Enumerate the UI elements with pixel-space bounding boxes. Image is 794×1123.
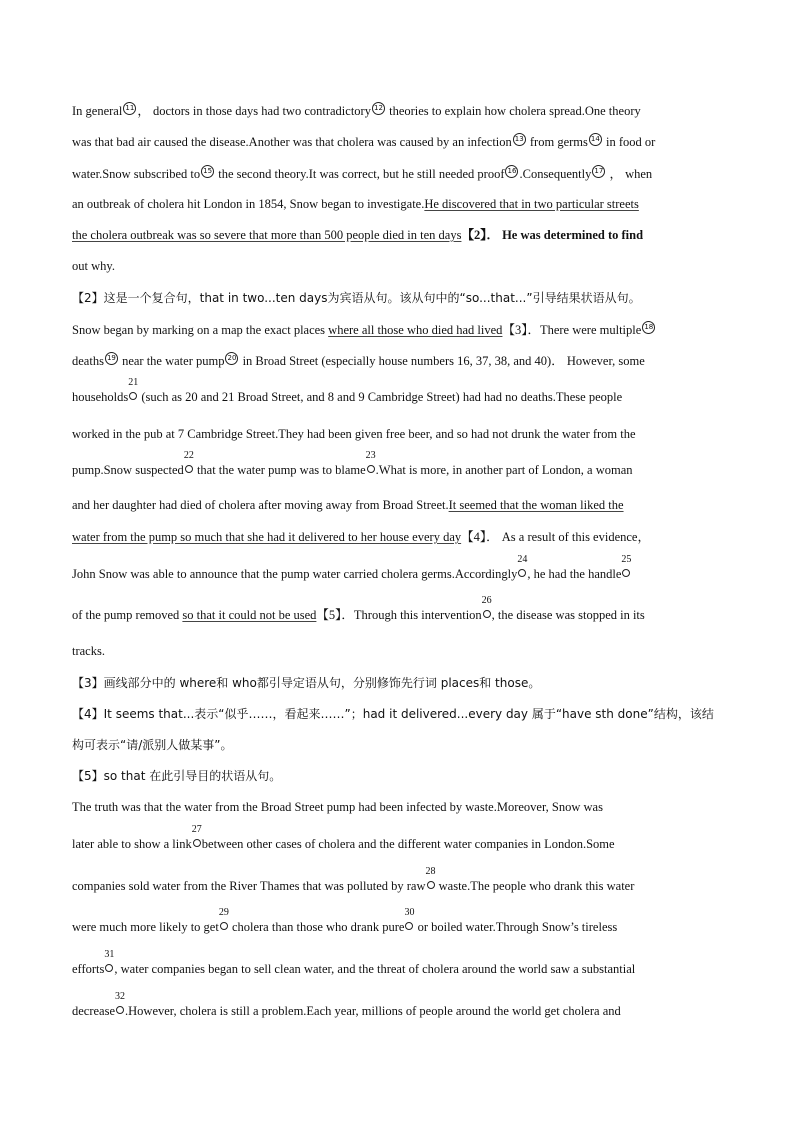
blank-number: 22	[183, 450, 194, 461]
text: of the pump removed	[72, 608, 183, 622]
p3-line-6	[72, 991, 722, 1019]
blank-circle	[105, 964, 113, 972]
underlined-sentence: the cholera outbreak was so severe that more than 500 people died in ten days	[72, 228, 462, 242]
blank-marker	[425, 866, 436, 894]
p2-line-7	[72, 529, 722, 545]
blank-circle	[518, 569, 526, 577]
text: 构可表示“请/派别人做某事”。	[72, 738, 233, 752]
blank-number: 25	[621, 554, 632, 565]
circled-number-marker: 12	[372, 102, 385, 115]
text: later able to show a link	[72, 837, 192, 851]
blank-marker	[128, 377, 139, 405]
text: was that bad air caused the disease.Another was that cholera was caused by an infection	[72, 135, 512, 149]
blank-marker	[115, 991, 126, 1019]
blank-circle	[185, 465, 193, 473]
p2-line-3	[72, 377, 722, 405]
blank-number: 24	[517, 554, 528, 565]
text: .However, cholera is still a problem.Each year, millions of people around the world get cholera and	[125, 1004, 621, 1018]
text: (such as 20 and 21 Broad Street, and 8 and 9 Cambridge Street) had had no deaths.These people	[138, 390, 623, 404]
text: in Broad Street (especially house numbers 16, 37, 38, and 40)． However, some	[239, 354, 645, 368]
blank-marker	[104, 949, 115, 977]
text: John Snow was able to announce that the pump water carried cholera germs.Accordingly	[72, 567, 518, 581]
blank-marker	[517, 554, 528, 582]
blank-marker	[481, 595, 492, 623]
underlined-sentence: where all those who died had lived	[328, 323, 503, 337]
blank-circle	[129, 392, 137, 400]
blank-circle	[427, 881, 435, 889]
text: tracks.	[72, 644, 105, 658]
circled-number-marker: 15	[201, 165, 214, 178]
text: between other cases of cholera and the different water companies in London.Some	[201, 837, 615, 851]
text: In general	[72, 104, 123, 118]
note-3	[72, 675, 722, 691]
text: 【3】．There were multiple	[502, 323, 642, 337]
text: pump.Snow suspected	[72, 463, 184, 477]
text: 【5】．Through this intervention	[316, 608, 482, 622]
text: 【4】． As a result of this evidence，	[461, 530, 650, 544]
text: out why.	[72, 259, 115, 273]
note-5	[72, 768, 722, 784]
text: households	[72, 390, 129, 404]
p2-line-2	[72, 352, 722, 369]
blank-number: 28	[425, 866, 436, 877]
p3-line-5	[72, 949, 722, 977]
circled-number-marker: 11	[123, 102, 136, 115]
underlined-sentence: water from the pump so much that she had it delivered to her house every day	[72, 530, 462, 544]
text: waste.The people who drank this water	[435, 879, 635, 893]
text: near the water pump	[118, 354, 225, 368]
blank-marker	[621, 554, 632, 582]
text: theories to explain how cholera spread.One theory	[385, 104, 641, 118]
blank-marker	[365, 450, 376, 478]
text: that the water pump was to blame	[193, 463, 366, 477]
text: were much more likely to get	[72, 920, 219, 934]
blank-circle	[220, 922, 228, 930]
text: or boiled water.Through Snow’s tireless	[414, 920, 618, 934]
blank-circle	[116, 1006, 124, 1014]
blank-circle	[193, 839, 201, 847]
note-4-line-2	[72, 737, 722, 753]
blank-circle	[622, 569, 630, 577]
note-2	[72, 290, 722, 306]
blank-number: 29	[218, 907, 229, 918]
circled-number-marker: 20	[225, 352, 238, 365]
circled-number-marker: 19	[105, 352, 118, 365]
text: efforts	[72, 962, 105, 976]
text: in food or	[602, 135, 656, 149]
text: worked in the pub at 7 Cambridge Street.They had been given free beer, and so had not drunk the water from the	[72, 427, 636, 441]
blank-number: 30	[404, 907, 415, 918]
text: ， when	[606, 167, 653, 181]
p2-line-5	[72, 450, 722, 478]
p1-line-1	[72, 102, 722, 119]
blank-circle	[367, 465, 375, 473]
blank-marker	[183, 450, 194, 478]
blank-marker	[191, 824, 202, 852]
p2-line-6	[72, 497, 722, 513]
p3-line-1	[72, 799, 722, 815]
text: , water companies began to sell clean water, and the threat of cholera around the world saw a substantial	[114, 962, 636, 976]
text: , he had the handle	[527, 567, 622, 581]
p2-line-4	[72, 426, 722, 442]
blank-number: 31	[104, 949, 115, 960]
circled-number-marker: 16	[505, 165, 518, 178]
text: deaths	[72, 354, 104, 368]
blank-number: 27	[191, 824, 202, 835]
note-4-line-1	[72, 706, 722, 722]
underlined-sentence: so that it could not be used	[182, 608, 317, 622]
circled-number-marker: 13	[513, 133, 526, 146]
text: Snow began by marking on a map the exact places	[72, 323, 329, 337]
p2-line-10	[72, 643, 722, 659]
text: The truth was that the water from the Broad Street pump had been infected by waste.Moreover, Snow was	[72, 800, 603, 814]
p1-line-2	[72, 133, 722, 150]
p3-line-4	[72, 907, 722, 935]
blank-number: 26	[481, 595, 492, 606]
blank-number: 23	[365, 450, 376, 461]
p2-line-1	[72, 321, 722, 338]
text: , the disease was stopped in its	[491, 608, 645, 622]
text: an outbreak of cholera hit London in 1854, Snow began to investigate.	[72, 197, 425, 211]
text: ， doctors in those days had two contradictory	[137, 104, 371, 118]
underlined-sentence: He discovered that in two particular streets	[424, 197, 639, 211]
blank-circle	[483, 610, 491, 618]
underlined-sentence: It seemed that the woman liked the	[448, 498, 624, 512]
text: water.Snow subscribed to	[72, 167, 201, 181]
p2-line-9	[72, 595, 722, 623]
blank-number: 32	[115, 991, 126, 1002]
blank-marker	[404, 907, 415, 935]
text: 【4】It seems that...表示“似乎……，看起来……”；had it delivered...every day 属于“have sth done”结构，该结	[72, 707, 714, 721]
p1-line-3	[72, 165, 722, 182]
text: from germs	[526, 135, 588, 149]
circled-number-marker: 18	[642, 321, 655, 334]
p3-line-2	[72, 824, 722, 852]
blank-number: 21	[128, 377, 139, 388]
text: .Consequently	[519, 167, 592, 181]
text: 【2】． He was determined to find	[461, 228, 644, 242]
text: 【3】画线部分中的 where和 who都引导定语从句，分别修饰先行词 places和 those。	[72, 676, 541, 690]
p3-line-3	[72, 866, 722, 894]
text: the second theory.It was correct, but he still needed proof	[215, 167, 505, 181]
text: and her daughter had died of cholera after moving away from Broad Street.	[72, 498, 449, 512]
circled-number-marker: 17	[592, 165, 605, 178]
p1-line-4	[72, 196, 722, 212]
p1-line-5	[72, 227, 722, 243]
text: cholera than those who drank pure	[228, 920, 405, 934]
text: 【5】so that 在此引导目的状语从句。	[72, 769, 282, 783]
blank-circle	[405, 922, 413, 930]
p1-line-6	[72, 258, 722, 274]
text: companies sold water from the River Thames that was polluted by raw	[72, 879, 426, 893]
circled-number-marker: 14	[589, 133, 602, 146]
blank-marker	[218, 907, 229, 935]
text: .What is more, in another part of London, a woman	[375, 463, 633, 477]
p2-line-8	[72, 554, 722, 582]
text: decrease	[72, 1004, 116, 1018]
text: 【2】这是一个复合句，that in two...ten days为宾语从句。该从句中的“so...that...”引导结果状语从句。	[72, 291, 641, 305]
